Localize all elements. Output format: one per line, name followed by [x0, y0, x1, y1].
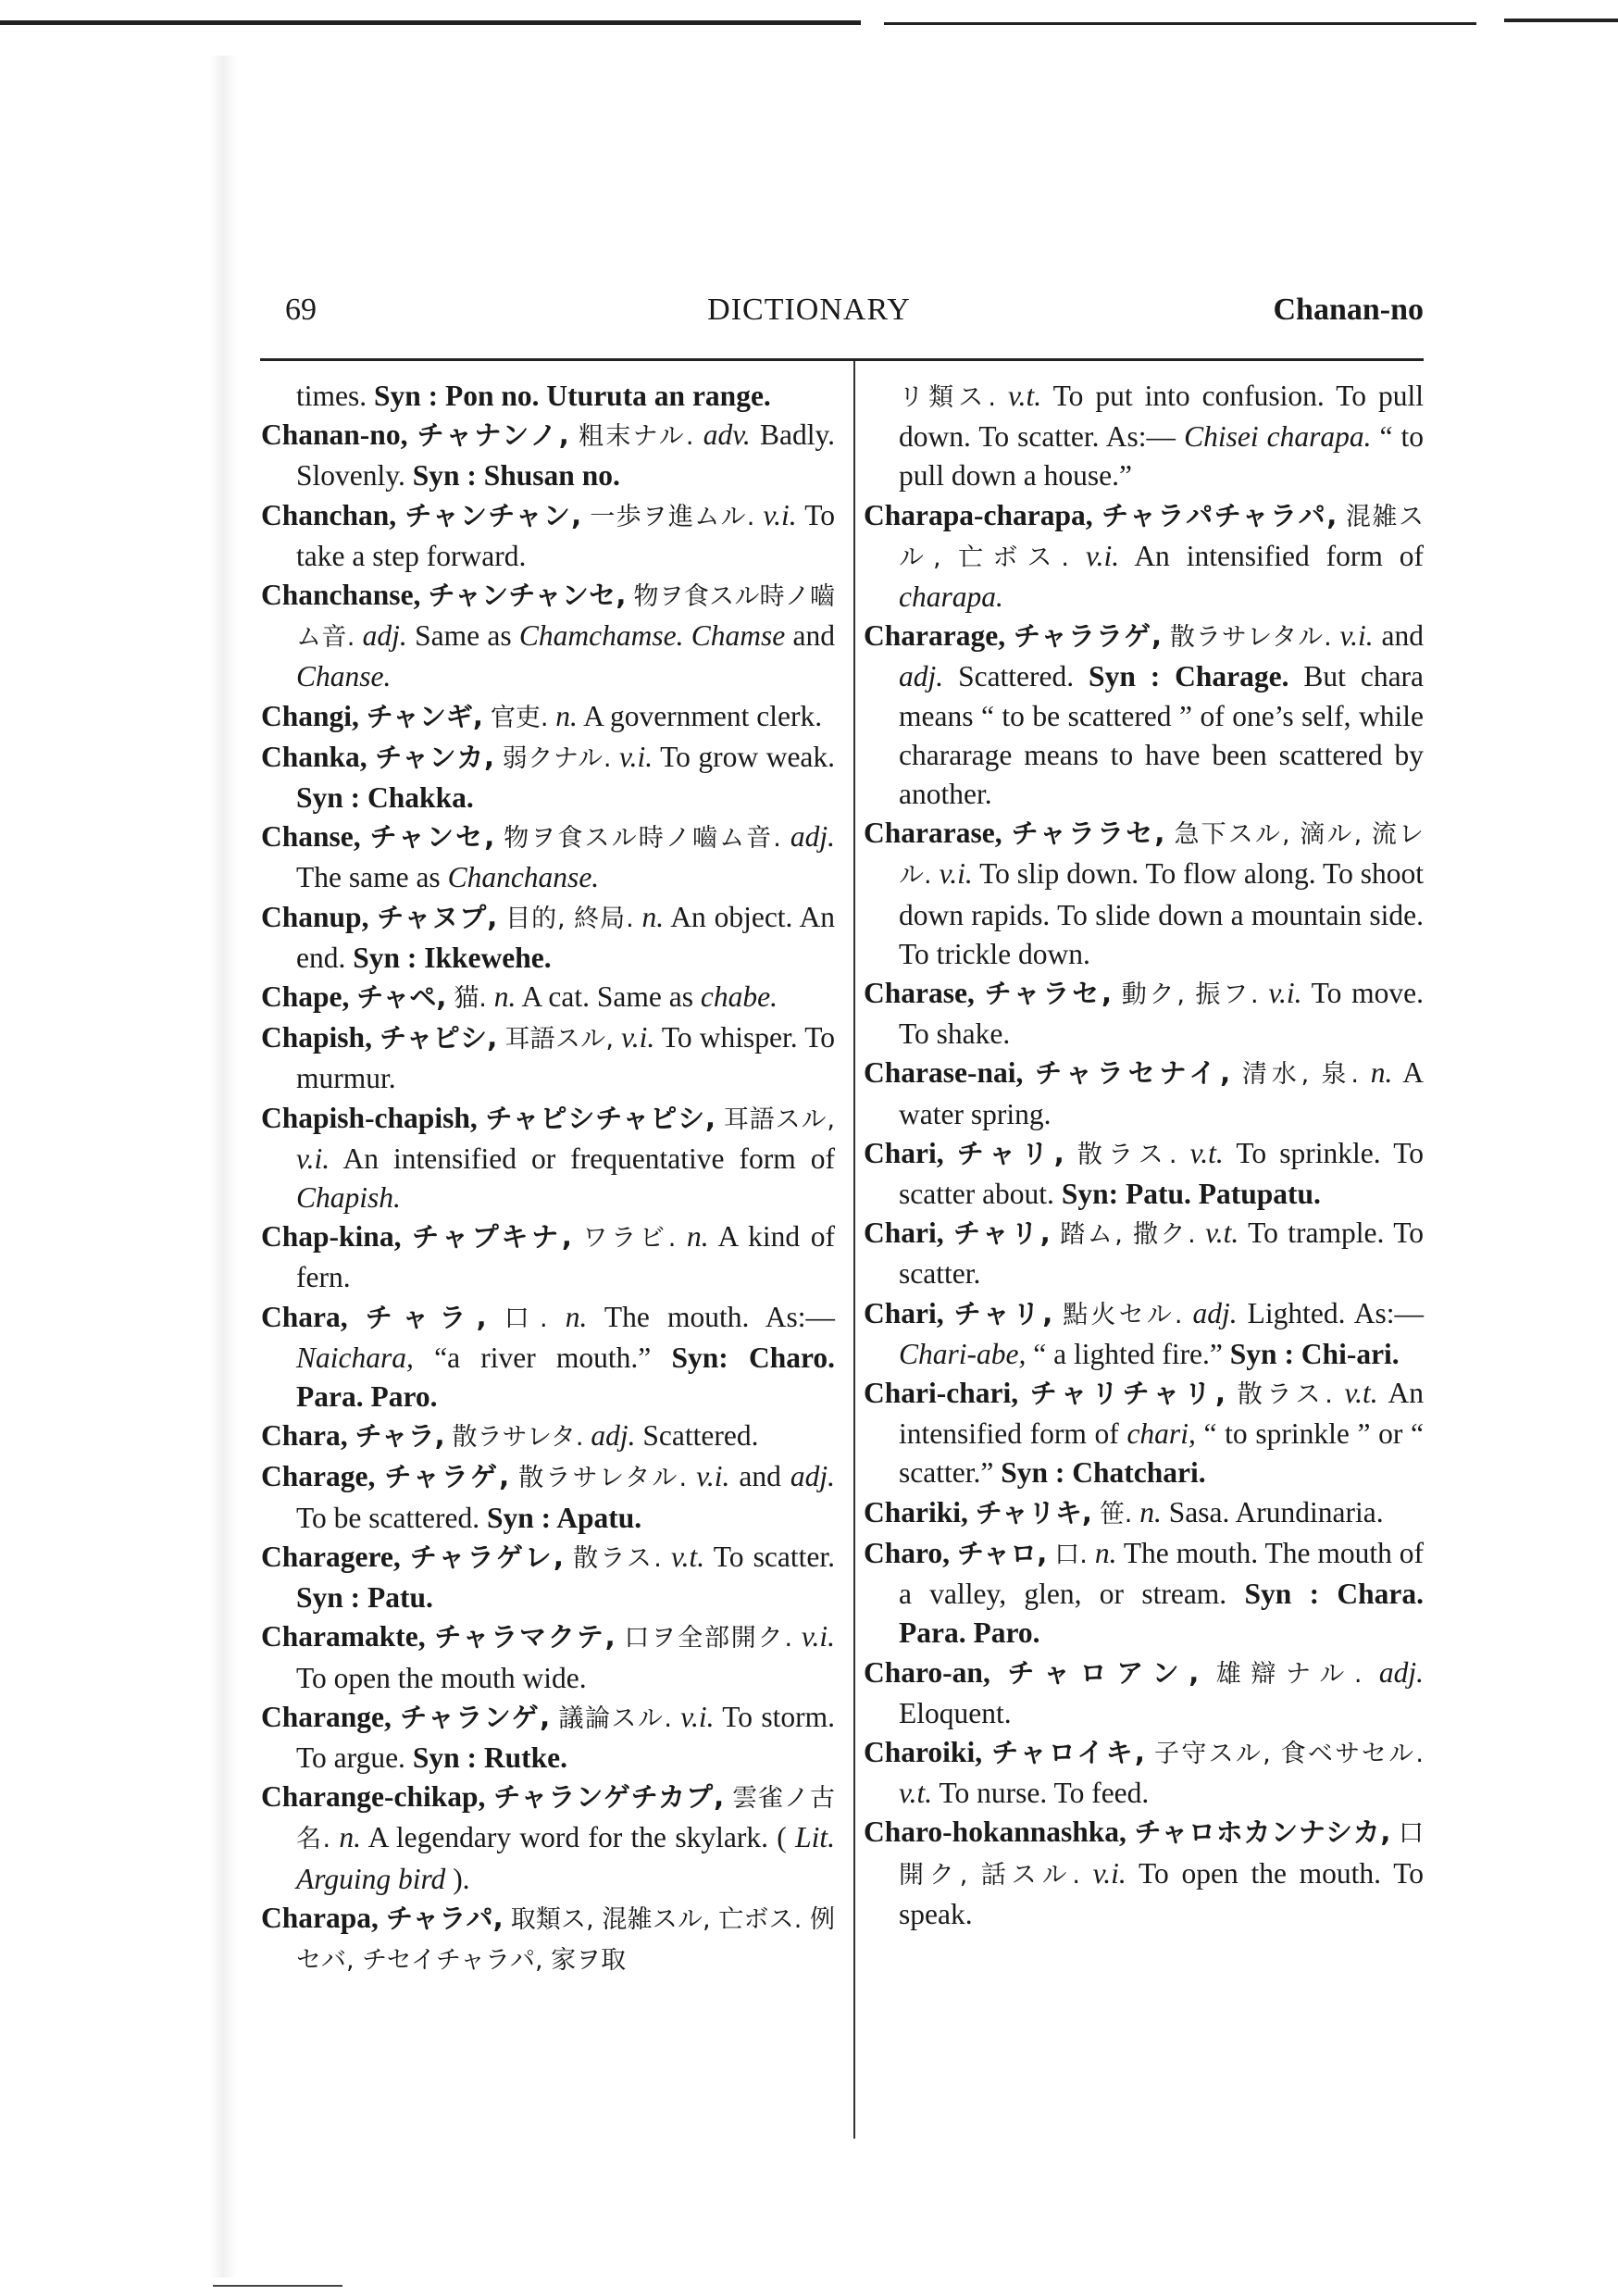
- definition-text: Scattered.: [642, 1419, 759, 1453]
- katakana-reading: チャラ,: [355, 1420, 445, 1453]
- headword: Changi,: [261, 699, 359, 732]
- part-of-speech: adj.: [1192, 1296, 1238, 1329]
- definition-text: To nurse. To feed.: [939, 1777, 1150, 1810]
- synonym: Syn : Chatchari.: [1001, 1456, 1206, 1490]
- headword: Chara,: [261, 1300, 348, 1333]
- definition-text: A kind of fern.: [296, 1220, 836, 1294]
- definition-text: To sprinkle. To scatter about.: [899, 1136, 1425, 1211]
- part-of-speech: v.i.: [618, 740, 653, 773]
- synonym: Syn : Rutke.: [412, 1741, 567, 1774]
- japanese-gloss: 雄辯ナル.: [1215, 1659, 1363, 1689]
- japanese-gloss: 笹.: [1099, 1499, 1133, 1529]
- katakana-reading: チャロイキ,: [991, 1736, 1145, 1768]
- part-of-speech: n.: [1370, 1056, 1393, 1090]
- japanese-gloss: リ類ス.: [899, 383, 996, 412]
- dictionary-entry: [261, 576, 835, 697]
- japanese-gloss: 散ラサレタル.: [1169, 623, 1332, 653]
- headword: Charamakte,: [261, 1620, 426, 1653]
- headword: Charase,: [864, 977, 975, 1010]
- katakana-reading: チャロ,: [957, 1537, 1048, 1569]
- italic-note: charapa.: [899, 580, 1003, 614]
- dictionary-entry: [864, 1214, 1424, 1293]
- part-of-speech: v.i.: [1339, 619, 1374, 653]
- part-of-speech: n.: [1139, 1495, 1162, 1529]
- definition-text: “a river mouth.”: [434, 1341, 652, 1374]
- synonym: Syn : Patu.: [296, 1581, 433, 1615]
- katakana-reading: チャラパ,: [385, 1902, 504, 1934]
- part-of-speech: v.i.: [763, 498, 797, 531]
- dictionary-entry: [261, 1617, 835, 1697]
- headword: Charo,: [864, 1536, 951, 1569]
- definition-text: A legendary word for the skylark. (: [367, 1821, 787, 1854]
- katakana-reading: チャプキナ,: [412, 1221, 572, 1254]
- definition-text: The mouth. The mouth of a valley, glen, or stream.: [899, 1536, 1425, 1611]
- dictionary-entry: [864, 1653, 1424, 1733]
- part-of-speech: n.: [565, 1300, 588, 1333]
- part-of-speech: v.t.: [1189, 1136, 1224, 1169]
- definition-text: Same as: [415, 619, 512, 653]
- katakana-reading: チャリ,: [953, 1217, 1051, 1250]
- definition-text: and: [792, 619, 836, 653]
- definition-text: To put into confusion. To pull down. To scatter. As:—: [899, 380, 1424, 454]
- japanese-gloss: 官吏.: [490, 703, 549, 732]
- part-of-speech: v.i.: [1092, 1856, 1126, 1890]
- dictionary-entry: [261, 1457, 835, 1537]
- part-of-speech: n.: [641, 900, 665, 933]
- japanese-gloss: 口開ク, 話スル.: [899, 1819, 1425, 1890]
- headword: Chanchan,: [261, 498, 397, 531]
- part-of-speech: v.t.: [1008, 380, 1042, 412]
- headword: Chanchanse,: [261, 579, 421, 612]
- definition-text: To be scattered.: [296, 1501, 480, 1534]
- japanese-gloss: 議論スル.: [558, 1703, 672, 1733]
- katakana-reading: チャピシ,: [380, 1022, 498, 1054]
- japanese-gloss: 一歩ヲ進ムル.: [590, 502, 755, 531]
- katakana-reading: チャラセ,: [984, 978, 1113, 1010]
- part-of-speech: v.t.: [1205, 1217, 1239, 1250]
- headword: Chanka,: [261, 740, 367, 773]
- headword: Charage,: [261, 1460, 376, 1493]
- katakana-reading: チャラパチャラパ,: [1101, 499, 1338, 531]
- katakana-reading: チャラセナイ,: [1035, 1057, 1231, 1090]
- japanese-gloss: 散ラス.: [573, 1543, 662, 1573]
- dictionary-entry: [261, 1018, 835, 1098]
- part-of-speech: v.i.: [939, 857, 973, 891]
- dictionary-entry: [864, 1534, 1424, 1653]
- headword: Chanan-no,: [261, 418, 408, 452]
- headword: Chanse,: [261, 820, 361, 854]
- synonym: Syn : Shusan no.: [412, 459, 620, 493]
- top-scan-line-3: [1504, 19, 1618, 22]
- japanese-gloss: 粗末ナル.: [579, 422, 694, 452]
- katakana-reading: チャラゲ,: [384, 1461, 510, 1493]
- dictionary-entry: [864, 496, 1424, 618]
- dictionary-entry: [261, 1298, 835, 1417]
- definition-text: To open the mouth wide.: [296, 1661, 587, 1694]
- dictionary-entry: [864, 974, 1424, 1054]
- dictionary-entry: [261, 1698, 835, 1778]
- katakana-reading: チャラマクテ,: [434, 1621, 616, 1653]
- part-of-speech: n.: [555, 699, 578, 732]
- dictionary-entry: [261, 898, 835, 978]
- header-rule: [260, 358, 1424, 361]
- katakana-reading: チャロアン,: [1007, 1656, 1200, 1689]
- katakana-reading: チャラ,: [365, 1301, 487, 1333]
- italic-note: Chapish.: [296, 1181, 401, 1215]
- guide-word: Chanan-no: [1273, 293, 1424, 327]
- japanese-gloss: 雲雀ノ古名.: [296, 1784, 836, 1854]
- headword: Chanup,: [261, 900, 369, 933]
- definition-text: “ to pull down a house.”: [899, 420, 1425, 493]
- part-of-speech: v.t.: [670, 1540, 705, 1573]
- part-of-speech: v.t.: [899, 1777, 933, 1810]
- top-scan-line: [0, 20, 861, 25]
- italic-note: Chanchanse.: [447, 861, 600, 894]
- definition-text: and: [1381, 619, 1425, 653]
- katakana-reading: チャンギ,: [366, 700, 483, 732]
- japanese-gloss: 混雑スル, 亡ボス.: [899, 502, 1425, 572]
- japanese-gloss: 子守スル, 食ベサセル.: [1154, 1739, 1425, 1768]
- katakana-reading: チャララセ,: [1011, 817, 1165, 850]
- definition-text: The same as: [296, 861, 441, 894]
- dictionary-entry: [864, 1054, 1424, 1133]
- dictionary-entry: [261, 496, 835, 576]
- top-scan-line-2: [884, 22, 1476, 25]
- definition-text: Sasa. Arundinaria.: [1168, 1495, 1384, 1529]
- italic-note: Chamchamse. Chamse: [518, 619, 786, 653]
- japanese-gloss: 弱クナル.: [502, 743, 612, 773]
- headword: Chap-kina,: [261, 1220, 402, 1254]
- japanese-gloss: ワラビ.: [582, 1224, 677, 1254]
- japanese-gloss: 清水, 泉.: [1241, 1060, 1359, 1090]
- dictionary-entry: [261, 1217, 835, 1297]
- headword: Charange,: [261, 1700, 392, 1733]
- part-of-speech: v.i.: [621, 1021, 655, 1054]
- definition-text: To slip down. To flow along. To shoot down rapids. To slide down a mountain side. To trickle down.: [899, 857, 1425, 970]
- italic-note: Chari-abe,: [899, 1337, 1027, 1370]
- left-column: [261, 377, 835, 1980]
- dictionary-entry: [864, 1493, 1424, 1534]
- definition-text: To storm. To argue.: [296, 1700, 835, 1774]
- katakana-reading: チャピシチャピシ,: [485, 1102, 716, 1134]
- dictionary-entry: [864, 1733, 1424, 1813]
- synonym: Syn : Chakka.: [296, 781, 474, 815]
- katakana-reading: チャリチャリ,: [1029, 1378, 1226, 1410]
- italic-note: chari,: [1126, 1417, 1196, 1451]
- synonym: Syn : Apatu.: [486, 1501, 642, 1534]
- headword: Chari,: [864, 1296, 944, 1329]
- katakana-reading: チャリキ,: [975, 1496, 1092, 1529]
- definition-text: An intensified form of: [1134, 539, 1425, 572]
- headword: Chapish,: [261, 1021, 372, 1054]
- part-of-speech: v.i.: [680, 1700, 715, 1733]
- dictionary-entry: [261, 1099, 835, 1218]
- japanese-gloss: 急下スル, 滴ル, 流レル.: [899, 820, 1425, 891]
- japanese-gloss: 猫.: [454, 984, 487, 1014]
- definition-text: To whisper. To murmur.: [296, 1021, 836, 1095]
- bottom-scan-line: [213, 2285, 342, 2287]
- part-of-speech: n.: [339, 1821, 361, 1854]
- headword: Chariki,: [864, 1495, 968, 1529]
- definition-text: But chara means “ to be scattered ” of one’s self, while chararage means to have been scattered by another.: [899, 660, 1425, 811]
- page-edge-shadow: [209, 56, 237, 2277]
- part-of-speech: v.i.: [696, 1460, 730, 1493]
- headword: Charange-chikap,: [261, 1780, 486, 1814]
- page-number: 69: [285, 293, 317, 327]
- definition-text: To grow weak.: [660, 740, 836, 773]
- dictionary-entry: [261, 817, 835, 897]
- italic-note: chabe.: [700, 980, 778, 1014]
- japanese-gloss: 口.: [1054, 1540, 1088, 1569]
- definition-text: To move. To shake.: [899, 977, 1424, 1051]
- headword: Charapa,: [261, 1901, 379, 1934]
- definition-text: Badly. Slovenly.: [296, 418, 836, 493]
- japanese-gloss: 散ラス.: [1237, 1380, 1333, 1410]
- katakana-reading: チャペ,: [356, 981, 447, 1014]
- japanese-gloss: 取類ス, 混雑スル, 亡ボス. 例セバ, チセイチャラパ, 家ヲ取: [296, 1904, 836, 1975]
- definition-text: An intensified form of: [899, 1377, 1425, 1451]
- japanese-gloss: 目的, 終局.: [505, 904, 634, 933]
- headword: Chape,: [261, 980, 350, 1014]
- headword: Chara,: [261, 1419, 348, 1453]
- definition-text: A government clerk.: [583, 699, 823, 732]
- japanese-gloss: 散ラサレタル.: [518, 1464, 688, 1493]
- part-of-speech: n.: [493, 980, 517, 1014]
- japanese-gloss: 散ラサレタ.: [452, 1423, 584, 1453]
- part-of-speech: v.i.: [296, 1142, 330, 1175]
- synonym: Syn : Chara. Para. Paro.: [899, 1578, 1425, 1650]
- part-of-speech: adj.: [591, 1419, 636, 1453]
- headword: Chari-chari,: [864, 1377, 1019, 1410]
- part-of-speech: v.i.: [801, 1620, 835, 1653]
- synonym: Syn: Patu. Patupatu.: [1061, 1178, 1321, 1211]
- dictionary-entry: [261, 416, 835, 495]
- katakana-reading: チャナンノ,: [417, 419, 569, 452]
- dictionary-entry: [261, 978, 835, 1018]
- definition-text: A cat. Same as: [521, 980, 693, 1014]
- synonym: Syn : Ikkewehe.: [353, 941, 552, 974]
- definition-text: To take a step forward.: [296, 498, 836, 572]
- japanese-gloss: 踏ム, 撒ク.: [1060, 1220, 1196, 1250]
- synonym: Syn : Pon no. Uturuta an range.: [374, 380, 771, 412]
- dictionary-entry: [864, 814, 1424, 974]
- katakana-reading: チャンチャン,: [404, 499, 582, 531]
- part-of-speech: adj.: [1378, 1655, 1425, 1689]
- part-of-speech: v.i.: [1085, 539, 1120, 572]
- definition-text: Scattered.: [958, 660, 1075, 693]
- dictionary-entry: [864, 1134, 1424, 1214]
- definition-text: “ a lighted fire.”: [1033, 1337, 1223, 1370]
- japanese-gloss: 物ヲ食スル時ノ嚙ム音.: [296, 582, 836, 653]
- synonym: Syn : Charage.: [1089, 660, 1289, 693]
- dictionary-entry: [864, 1374, 1424, 1493]
- part-of-speech: v.i.: [1268, 977, 1302, 1010]
- italic-note: Naichara,: [296, 1341, 414, 1374]
- part-of-speech: n.: [686, 1220, 709, 1254]
- definition-text: The mouth. As:—: [604, 1300, 836, 1333]
- katakana-reading: チャンカ,: [375, 741, 495, 773]
- japanese-gloss: 物ヲ食スル時ノ嚙ム音.: [504, 824, 781, 854]
- japanese-gloss: 口.: [504, 1304, 548, 1333]
- japanese-gloss: 動ク, 振フ.: [1121, 980, 1259, 1010]
- definition-text: Lighted. As:—: [1247, 1296, 1425, 1329]
- dictionary-entry: [261, 377, 835, 416]
- headword: Charo-hokannashka,: [864, 1816, 1126, 1849]
- definition-text: Eloquent.: [899, 1696, 1012, 1729]
- definition-text: An object. An end.: [296, 900, 836, 974]
- katakana-reading: チャリ,: [956, 1137, 1064, 1169]
- headword: Charo-an,: [864, 1655, 990, 1689]
- headword: Chararage,: [864, 619, 1006, 653]
- definition-text: “ to sprinkle ” or “ scatter.”: [899, 1417, 1425, 1490]
- dictionary-entry: [864, 1813, 1424, 1934]
- synonym: Syn : Chi-ari.: [1229, 1337, 1400, 1370]
- headword: Charoiki,: [864, 1735, 983, 1768]
- dictionary-entry: [261, 697, 835, 738]
- dictionary-entry: [261, 1778, 835, 1899]
- katakana-reading: チャララゲ,: [1013, 620, 1162, 653]
- italic-note: Chanse.: [296, 660, 392, 693]
- japanese-gloss: 耳語スル,: [723, 1104, 836, 1134]
- dictionary-entry: [864, 377, 1424, 496]
- part-of-speech: v.t.: [1344, 1377, 1378, 1410]
- katakana-reading: チャリ,: [953, 1297, 1053, 1329]
- headword: Charagere,: [261, 1540, 401, 1573]
- column-divider: [853, 361, 855, 2139]
- headword: Chararase,: [864, 817, 1002, 850]
- dictionary-entry: [261, 1538, 835, 1617]
- japanese-gloss: 散ラス.: [1077, 1140, 1177, 1169]
- running-title: DICTIONARY: [707, 293, 911, 327]
- definition-text: ).: [453, 1862, 470, 1895]
- definition-text: To open the mouth. To speak.: [899, 1856, 1425, 1930]
- right-column: [864, 377, 1424, 1934]
- part-of-speech: n.: [1094, 1536, 1117, 1569]
- katakana-reading: チャランゲチカプ,: [493, 1781, 725, 1814]
- definition-text: An intensified or frequentative form of: [342, 1142, 835, 1175]
- katakana-reading: チャンセ,: [369, 821, 495, 854]
- headword: Chapish-chapish,: [261, 1101, 478, 1134]
- katakana-reading: チャヌプ,: [377, 901, 498, 933]
- definition-text: To scatter.: [713, 1540, 836, 1573]
- katakana-reading: チャランゲ,: [400, 1701, 551, 1733]
- dictionary-entry: [261, 1416, 835, 1457]
- definition-text: and: [739, 1460, 781, 1493]
- synonym: Syn: Charo. Para. Paro.: [296, 1341, 836, 1414]
- headword: Charapa-charapa,: [864, 498, 1093, 531]
- japanese-gloss: 口ヲ全部開ク.: [624, 1624, 793, 1653]
- dictionary-entry: [864, 1294, 1424, 1374]
- italic-note: Chisei charapa.: [1184, 420, 1372, 454]
- headword: Chari,: [864, 1136, 944, 1169]
- japanese-gloss: 點火セル.: [1063, 1300, 1183, 1329]
- katakana-reading: チャラゲレ,: [409, 1541, 564, 1573]
- italic-note: adj.: [899, 660, 944, 693]
- dictionary-entry: [261, 738, 835, 817]
- part-of-speech: adj.: [790, 820, 835, 854]
- part-of-speech: adj.: [362, 619, 407, 653]
- italic-note: adj.: [790, 1460, 836, 1493]
- part-of-speech: adv.: [703, 418, 751, 452]
- definition-text: A water spring.: [899, 1056, 1425, 1130]
- katakana-reading: チャロホカンナシカ,: [1134, 1816, 1391, 1849]
- dictionary-entry: [864, 617, 1424, 814]
- headword: Chari,: [864, 1217, 944, 1250]
- katakana-reading: チャンチャンセ,: [428, 580, 627, 612]
- definition-text: To trample. To scatter.: [899, 1217, 1425, 1291]
- definition-text: times.: [296, 380, 367, 412]
- japanese-gloss: 耳語スル,: [504, 1025, 615, 1054]
- headword: Charase-nai,: [864, 1056, 1024, 1090]
- dictionary-entry: [261, 1899, 835, 1980]
- italic-note: Lit. Arguing bird: [296, 1821, 835, 1895]
